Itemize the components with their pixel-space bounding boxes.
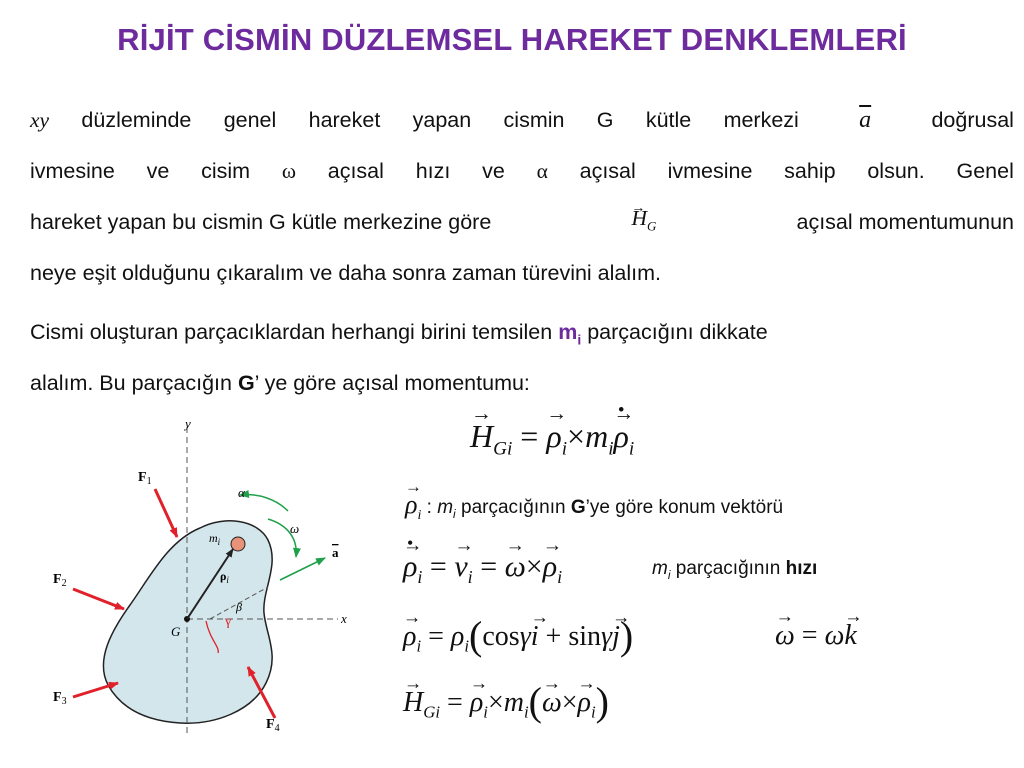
word: cisim	[201, 159, 251, 183]
word: ivmesine	[667, 159, 753, 183]
equals: =	[801, 620, 818, 651]
text: Cismi oluşturan parçacıklardan herhangi birini temsilen	[30, 320, 559, 344]
i-subscript: i	[417, 567, 423, 587]
F2-label: $F_2$	[53, 572, 67, 589]
word: ivmesine	[30, 159, 115, 183]
gamma-symbol: γ	[519, 621, 531, 652]
alpha-arc-arrow	[240, 495, 288, 511]
word: ve	[482, 159, 505, 183]
cross: ×	[561, 687, 578, 718]
equation-angular-momentum-omega	[403, 678, 609, 725]
i-subscript: i	[467, 567, 473, 587]
word: açısal	[327, 159, 384, 183]
word: sahip	[784, 159, 836, 183]
left-paren: (	[469, 613, 483, 658]
i-subscript: i	[417, 508, 422, 524]
Gi-subscript: Gi	[423, 702, 441, 722]
equals: =	[520, 418, 539, 454]
word: merkezi	[723, 108, 799, 132]
omega-vector: → ω	[542, 687, 562, 719]
i-subscript: i	[628, 438, 635, 460]
G-bold: G	[237, 371, 255, 395]
word: hızı	[415, 159, 451, 183]
rho-symbol: → ρ	[546, 418, 561, 455]
rho-dot-symbol: → ρ •	[614, 418, 629, 455]
i-subscript: i	[561, 438, 568, 460]
xy-symbol: xy	[30, 108, 50, 132]
intro-line-4	[30, 248, 1014, 299]
i-subscript: i	[591, 702, 596, 722]
i-subscript: i	[464, 636, 470, 656]
mi-label: $m_i$	[209, 531, 221, 547]
rho-definition	[405, 490, 783, 524]
velocity-label	[652, 558, 817, 582]
text: parçacığının	[455, 497, 571, 518]
i-subscript: i	[557, 567, 563, 587]
text: :	[421, 497, 438, 518]
rho-dot-symbol: → ρ •	[403, 550, 417, 584]
plus: +	[545, 621, 562, 652]
G-label: G	[171, 624, 181, 639]
word: cismin	[503, 108, 565, 132]
equation-angular-momentum-particle	[470, 418, 634, 460]
alpha-label: α	[238, 485, 245, 500]
i-subscript: i	[523, 702, 529, 722]
word: hareket	[308, 108, 381, 132]
gamma-label: γ	[225, 614, 232, 629]
right-paren: )	[619, 613, 634, 658]
word: yapan	[412, 108, 472, 132]
G-subscript: G	[646, 218, 657, 234]
i-subscript: i	[483, 702, 488, 722]
y-axis-label: y	[185, 416, 191, 431]
particle-mi	[231, 537, 245, 551]
equals: =	[480, 550, 498, 583]
a-label: a	[332, 545, 339, 560]
intro-line-1	[30, 95, 1014, 146]
H-symbol: → H	[403, 687, 423, 719]
x-axis-label: x	[341, 611, 347, 626]
H-letter: → H	[631, 193, 647, 244]
k-unit-vector: → k	[844, 620, 856, 652]
acceleration-arrow	[280, 558, 325, 580]
rigid-body-figure	[40, 415, 370, 745]
word: açısal	[579, 159, 636, 183]
word: genel	[223, 108, 277, 132]
equals: =	[429, 550, 447, 583]
m-symbol: m	[652, 558, 668, 579]
F1-label: $F_1$	[138, 470, 152, 487]
cross: ×	[525, 550, 543, 583]
j-unit-vector: → j	[612, 621, 620, 653]
omega-vector: → ω	[775, 620, 795, 652]
i-subscript: i	[577, 331, 582, 348]
word: olsun.	[867, 159, 925, 183]
omega-symbol: → ω	[505, 550, 526, 584]
intro-paragraph	[30, 95, 1014, 299]
cross: ×	[487, 687, 504, 718]
m-symbol: m	[585, 418, 609, 454]
text: alalım. Bu parçacığın	[30, 371, 238, 395]
force-F1	[155, 489, 177, 537]
i-subscript: i	[608, 438, 614, 460]
m-symbol: m	[503, 687, 524, 718]
beta-label: β	[236, 600, 242, 614]
gamma-symbol: γ	[601, 621, 613, 652]
G-bold: G	[570, 497, 586, 518]
acceleration-symbol: $\overline{a}$	[859, 107, 872, 133]
word: ve	[146, 159, 170, 183]
intro-line-2	[30, 146, 1014, 197]
omega-label: ω	[290, 521, 300, 536]
left-paren: (	[528, 679, 542, 724]
rho-symbol: → ρ	[543, 550, 557, 584]
rho-symbol: → ρ	[578, 687, 591, 719]
text: açısal momentumunun	[796, 210, 1014, 234]
cos: cos	[482, 621, 520, 652]
rho-symbol: → ρ	[405, 490, 417, 520]
equals: =	[428, 621, 444, 652]
omega-symbol: ω	[281, 159, 296, 183]
equals: =	[447, 687, 463, 718]
rigid-body-shape	[103, 521, 272, 723]
equation-position	[403, 612, 633, 659]
sin: sin	[568, 621, 602, 652]
v-symbol: → v	[454, 550, 467, 584]
text: ’ ye göre açısal momentumu:	[254, 371, 530, 395]
Gi-subscript: Gi	[493, 438, 513, 460]
word: doğrusal	[931, 108, 1014, 132]
text: parçacığının	[670, 558, 786, 579]
cross: ×	[567, 418, 586, 454]
word: Genel	[956, 159, 1014, 183]
H-symbol: → H	[470, 418, 493, 455]
equation-velocity	[403, 550, 562, 588]
alpha-symbol: α	[536, 159, 548, 183]
omega-magnitude: ω	[824, 620, 845, 651]
m-symbol: m	[437, 497, 454, 518]
hizi-bold: hızı	[785, 558, 818, 579]
i-subscript: i	[416, 636, 422, 656]
right-paren: )	[595, 679, 609, 724]
intro-line-3	[30, 197, 1014, 248]
particle-line-2	[30, 358, 1014, 409]
word: düzleminde	[81, 108, 192, 132]
text: hareket yapan bu cismin G kütle merkezine göre	[30, 210, 492, 234]
rho-label: $\rho_i$	[220, 569, 229, 585]
particle-line-1	[30, 307, 1014, 358]
i-subscript: i	[667, 567, 671, 582]
text: neye eşit olduğunu çıkaralım ve daha sonra zaman türevini alalım.	[30, 261, 662, 285]
word: kütle	[645, 108, 692, 132]
m-letter: m	[558, 320, 578, 344]
equation-omega	[775, 620, 857, 652]
rho-symbol: → ρ	[470, 687, 483, 719]
word: G	[596, 108, 614, 132]
rho-symbol: → ρ	[403, 621, 416, 653]
force-F2	[73, 589, 124, 609]
slide-title: RİJİT CİSMİN DÜZLEMSEL HAREKET DENKLEMLERİ	[117, 22, 907, 57]
F4-label: $F_4$	[266, 717, 280, 734]
particle-paragraph	[30, 307, 1014, 409]
F3-label: $F_3$	[53, 690, 67, 707]
text: ’ye göre konum vektörü	[585, 497, 784, 518]
text: parçacığını dikkate	[581, 320, 768, 344]
angular-momentum-symbol	[631, 193, 656, 251]
rho-magnitude: ρ	[450, 621, 465, 652]
i-unit-vector: → i	[531, 621, 539, 653]
mi-highlight	[558, 320, 582, 348]
i-subscript: i	[453, 506, 456, 521]
